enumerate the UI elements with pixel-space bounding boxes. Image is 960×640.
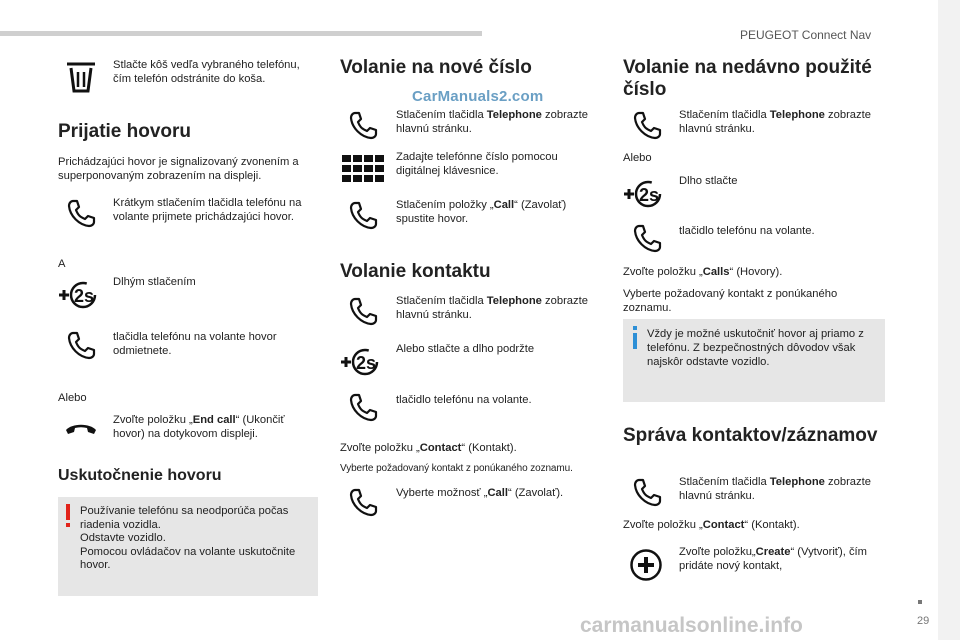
nedavno-long-press: Dlho stlačte xyxy=(679,175,738,187)
phone-icon xyxy=(348,392,378,422)
sprava-create: Zvoľte položku„Create“ (Vytvoriť), čím pridáte nový kontakt, xyxy=(679,546,867,572)
long-press-2s-icon xyxy=(339,347,383,377)
phone-icon xyxy=(632,110,662,140)
heading-uskutocnenie: Uskutočnenie hovoru xyxy=(58,467,222,484)
phone-icon xyxy=(348,487,378,517)
alebo-label: Alebo xyxy=(623,152,652,164)
label-a: A xyxy=(58,258,66,270)
keypad-icon xyxy=(342,155,384,183)
end-call-text: Zvoľte položku „End call“ (Ukončiť hovor) na dotykovom displeji. xyxy=(113,414,285,440)
page-marker xyxy=(918,600,922,604)
phone-icon xyxy=(632,223,662,253)
long-press-text: Dlhým stlačením xyxy=(113,276,196,288)
heading-sprava: Správa kontaktov/záznamov xyxy=(623,425,878,446)
end-call-key: End call xyxy=(192,414,236,426)
watermark-bottom: carmanualsonline.info xyxy=(580,614,803,637)
alebo-label: Alebo xyxy=(58,392,87,404)
short-press-text: Krátkym stlačením tlačidla telefónu na volante prijmete prichádzajúci hovor. xyxy=(113,197,302,223)
contact-key: Contact xyxy=(702,519,745,531)
hangup-icon xyxy=(64,420,98,436)
phone-icon xyxy=(348,110,378,140)
kontakt-select: Zvoľte položku „Contact“ (Kontakt). xyxy=(340,442,517,454)
header-bar xyxy=(0,31,482,36)
trash-icon xyxy=(63,60,99,94)
telephone-key: Telephone xyxy=(486,109,542,121)
call-key: Call xyxy=(487,487,508,499)
nedavno-calls: Zvoľte položku „Calls“ (Hovory). xyxy=(623,266,783,278)
phone-icon xyxy=(66,198,96,228)
kontakt-step2: Alebo stlačte a dlho podržte xyxy=(396,343,535,355)
long-press-2s-icon xyxy=(57,280,101,310)
kontakt-step1: Stlačením tlačidla Telephone zobrazte hlavnú stránku. xyxy=(396,295,588,321)
long-press-label: 2s xyxy=(74,286,95,306)
phone-icon xyxy=(348,296,378,326)
phone-icon xyxy=(632,477,662,507)
kontakt-choose: Vyberte požadovaný kontakt z ponúkaného zoznamu. xyxy=(340,463,573,474)
heading-prijatie: Prijatie hovoru xyxy=(58,121,192,142)
kontakt-step3: tlačidlo telefónu na volante. xyxy=(396,394,532,406)
info-icon xyxy=(630,326,640,350)
info-text: Vždy je možné uskutočniť hovor aj priamo z telefónu. Z bezpečnostných dôvodov však najskôr odstavte vozidlo. xyxy=(647,328,864,368)
nedavno-wheel: tlačidlo telefónu na volante. xyxy=(679,225,815,237)
heading-kontakt: Volanie kontaktu xyxy=(340,261,491,282)
page-number: 29 xyxy=(917,615,930,627)
prijatie-intro: Prichádzajúci hovor je signalizovaný zvonením a superponovaným zobrazením na displeji. xyxy=(58,156,299,182)
telephone-key: Telephone xyxy=(769,109,825,121)
call-key: Call xyxy=(493,199,515,211)
contact-key: Contact xyxy=(419,442,462,454)
heading-nove: Volanie na nové číslo xyxy=(340,57,532,78)
long-press-label: 2s xyxy=(356,353,377,373)
long-press-label: 2s xyxy=(639,185,660,205)
nove-step1: Stlačením tlačidla Telephone zobrazte hlavnú stránku. xyxy=(396,109,588,135)
create-key: Create xyxy=(755,546,791,558)
telephone-key: Telephone xyxy=(769,476,825,488)
long-press-2s-icon xyxy=(622,179,666,209)
sprava-select: Zvoľte položku „Contact“ (Kontakt). xyxy=(623,519,800,531)
warning-text: Používanie telefónu sa neodporúča počas riadenia vozidla. Odstavte vozidlo. Pomocou ovládačov na volante uskutočnite hovor. xyxy=(80,505,296,571)
telephone-key: Telephone xyxy=(486,295,542,307)
side-tab-strip xyxy=(938,0,960,640)
plus-circle-icon xyxy=(629,548,663,582)
reject-text: tlačidla telefónu na volante hovor odmietnete. xyxy=(113,331,277,357)
phone-icon xyxy=(348,200,378,230)
nove-step2: Zadajte telefónne číslo pomocou digitálnej klávesnice. xyxy=(396,151,558,177)
phone-icon xyxy=(66,330,96,360)
header-title: PEUGEOT Connect Nav xyxy=(740,28,872,42)
warning-icon xyxy=(63,504,73,528)
kontakt-option: Vyberte možnosť „Call“ (Zavolať). xyxy=(396,487,564,499)
nedavno-step1: Stlačením tlačidla Telephone zobrazte hlavnú stránku. xyxy=(679,109,871,135)
trash-text: Stlačte kôš vedľa vybraného telefónu, čím telefón odstránite do koša. xyxy=(113,59,300,85)
watermark-top: CarManuals2.com xyxy=(412,88,544,105)
heading-nedavno: Volanie na nedávno použité číslo xyxy=(623,57,872,100)
nove-step3: Stlačením položky „Call“ (Zavolať) spustite hovor. xyxy=(396,199,567,225)
nedavno-choose: Vyberte požadovaný kontakt z ponúkaného zoznamu. xyxy=(623,288,838,314)
calls-key: Calls xyxy=(702,266,730,278)
sprava-step1: Stlačením tlačidla Telephone zobrazte hlavnú stránku. xyxy=(679,476,871,502)
